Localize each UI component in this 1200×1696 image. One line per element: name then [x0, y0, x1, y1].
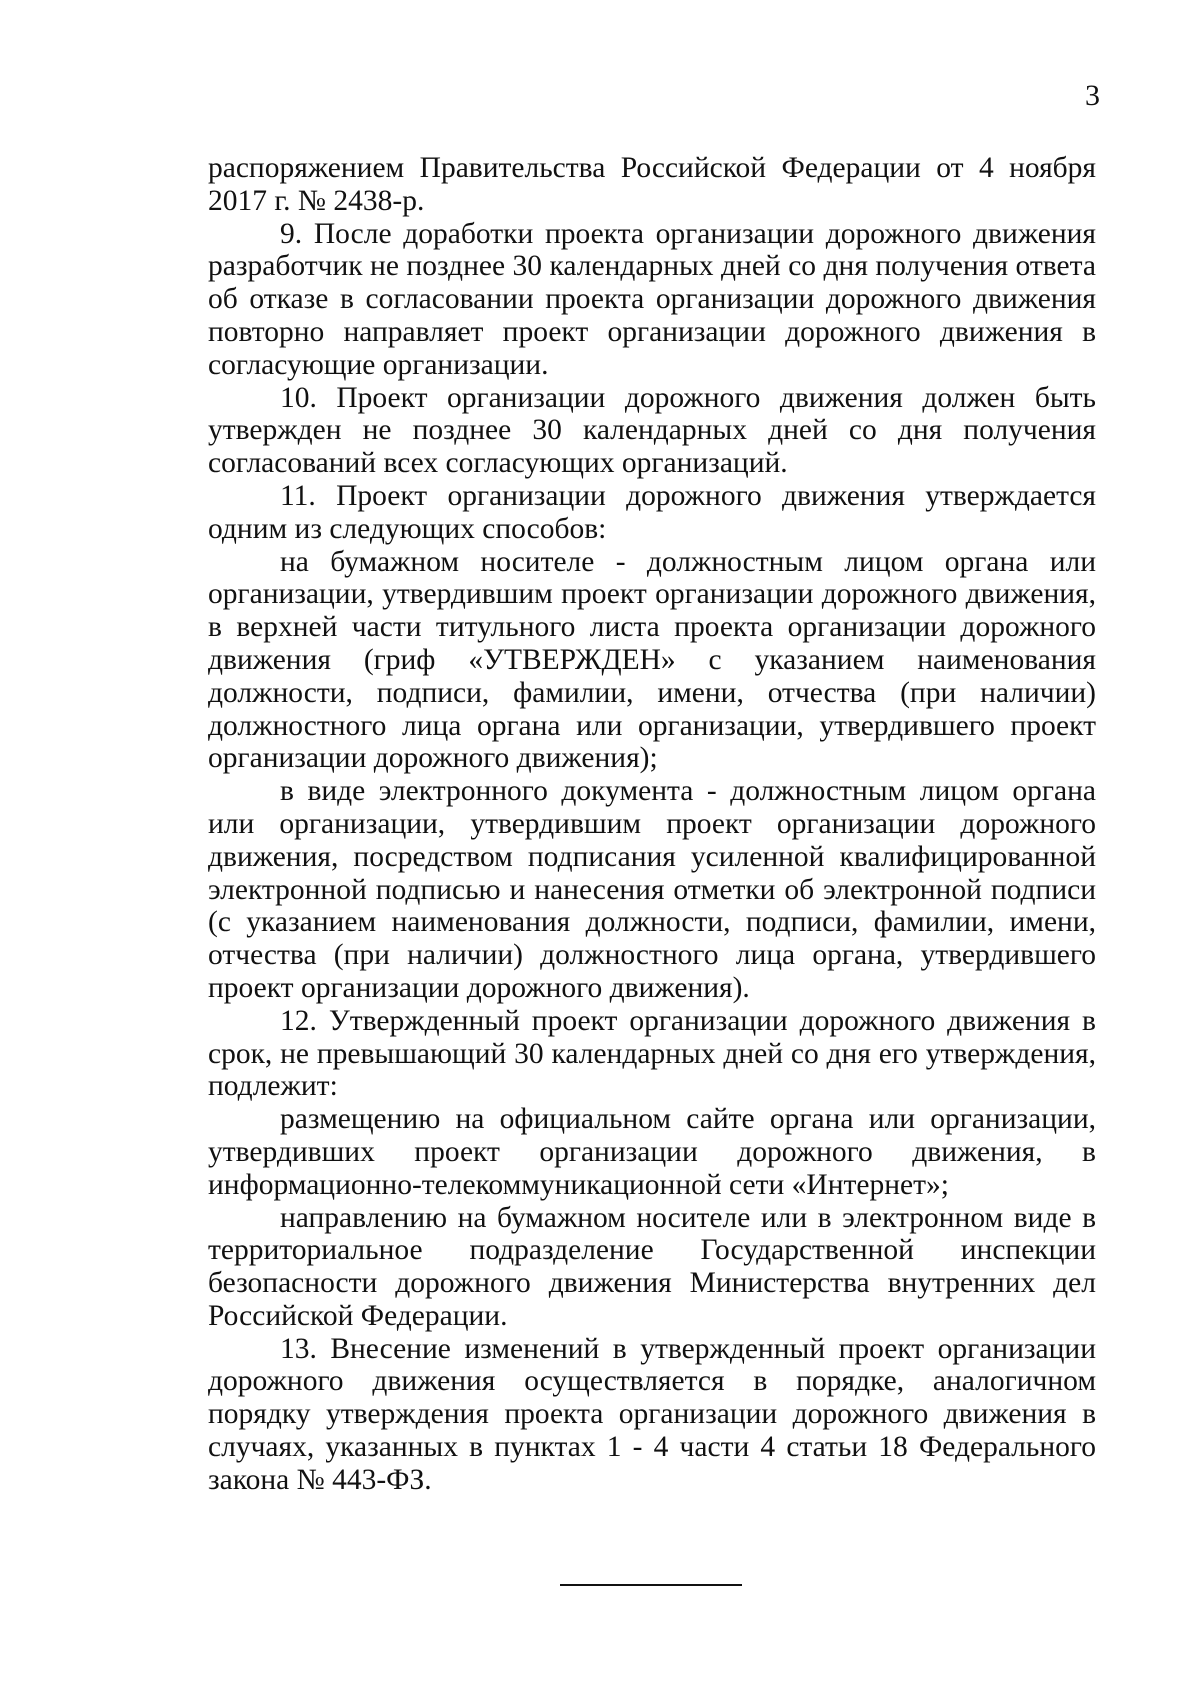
document-body — [208, 152, 1096, 1497]
paragraph-electronic-method: в виде электронного документа - должностным лицом органа или организации, утвердившим проект организации дорожного движения, посредством подписания усиленной квалифицированной электронной подписью и нанесения отметки об электронной подписи (с указанием наименования должности, подписи, фамилии, имени, отчества (при наличии) должностного лица органа, утвердившего проект организации дорожного движения). — [208, 775, 1096, 1004]
paragraph-item-11: 11. Проект организации дорожного движения утверждается одним из следующих способов: — [208, 479, 1096, 545]
paragraph-item-9: 9. После доработки проекта организации дорожного движения разработчик не позднее 30 календарных дней со дня получения ответа об отказе в согласовании проекта организации дорожного движения повторно направляет проект организации дорожного движения в согласующие организации. — [208, 217, 1096, 381]
end-of-document-rule — [560, 1584, 742, 1586]
paragraph-item-10: 10. Проект организации дорожного движения должен быть утвержден не позднее 30 календарных дней со дня получения согласований всех согласующих организаций. — [208, 381, 1096, 480]
paragraph-publication: размещению на официальном сайте органа или организации, утвердивших проект организации дорожного движения, в информационно-телекоммуникационной сети «Интернет»; — [208, 1103, 1096, 1201]
page-number: 3 — [1085, 79, 1100, 112]
paragraph-item-12: 12. Утвержденный проект организации дорожного движения в срок, не превышающий 30 календарных дней со дня его утверждения, подлежит: — [208, 1004, 1096, 1103]
paragraph-item-13: 13. Внесение изменений в утвержденный проект организации дорожного движения осуществляется в порядке, аналогичном порядку утверждения проекта организации дорожного движения в случаях, указанных в пунктах 1 - 4 части 4 статьи 18 Федерального закона № 443-ФЗ. — [208, 1332, 1096, 1496]
paragraph-paper-method: на бумажном носителе - должностным лицом органа или организации, утвердившим проект организации дорожного движения, в верхней части титульного листа проекта организации дорожного движения (гриф «УТВЕРЖДЕН» с указанием наименования должности, подписи, фамилии, имени, отчества (при наличии) должностного лица органа или организации, утвердившего проект организации дорожного движения); — [208, 545, 1096, 775]
paragraph-submission: направлению на бумажном носителе или в электронном виде в территориальное подразделение Государственной инспекции безопасности дорожного движения Министерства внутренних дел Российской Федерации. — [208, 1201, 1096, 1332]
paragraph-continuation: распоряжением Правительства Российской Федерации от 4 ноября 2017 г. № 2438-р. — [208, 152, 1096, 217]
